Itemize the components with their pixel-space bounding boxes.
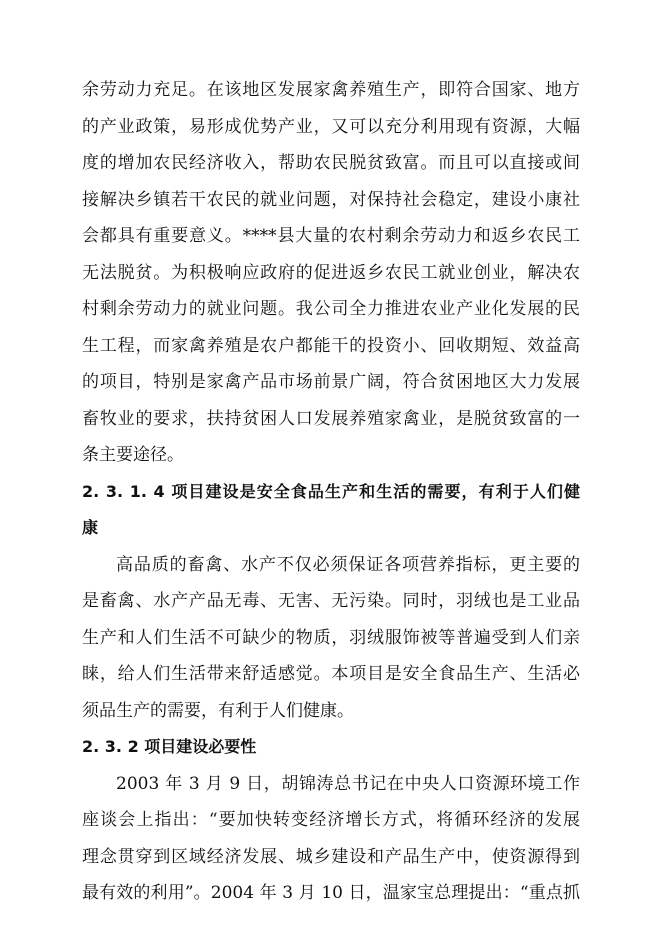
- paragraph-line: 理念贯穿到区域经济发展、城乡建设和产品生产中，使资源得到: [82, 846, 580, 867]
- paragraph-line: 会都具有重要意义。****县大量的农村剩余劳动力和返乡农民工: [82, 226, 580, 246]
- paragraph-line: 座谈会上指出：“要加快转变经济增长方式，将循环经济的发展: [82, 810, 580, 830]
- section-heading-2-3-2: 2. 3. 2 项目建设必要性: [82, 737, 257, 756]
- paragraph-line: 畜牧业的要求，扶持贫困人口发展养殖家禽业，是脱贫致富的一: [82, 408, 580, 429]
- paragraph-line: 须品生产的需要，有利于人们健康。: [82, 700, 354, 721]
- paragraph-line: 是畜禽、水产产品无毒、无害、无污染。同时，羽绒也是工业品: [82, 591, 580, 611]
- paragraph-line: 2003 年 3 月 9 日，胡锦涛总书记在中央人口资源环境工作: [116, 773, 580, 794]
- paragraph-line: 的产业政策，易形成优势产业，又可以充分利用现有资源，大幅: [82, 116, 580, 137]
- paragraph-line: 余劳动力充足。在该地区发展家禽养殖生产，即符合国家、地方: [82, 80, 580, 100]
- paragraph-line: 高品质的畜禽、水产不仅必须保证各项营养指标，更主要的: [116, 554, 580, 575]
- paragraph-line: 的项目，特别是家禽产品市场前景广阔，符合贫困地区大力发展: [82, 372, 580, 392]
- paragraph-line: 生工程，而家禽养殖是农户都能干的投资小、回收期短、效益高: [82, 335, 580, 356]
- paragraph-line: 生产和人们生活不可缺少的物质，羽绒服饰被等普遍受到人们亲: [82, 627, 580, 648]
- document-page: [82, 72, 580, 912]
- paragraph-line: 无法脱贫。为积极响应政府的促进返乡农民工就业创业，解决农: [82, 262, 580, 283]
- paragraph-line: 度的增加农民经济收入，帮助农民脱贫致富。而且可以直接或间: [82, 153, 580, 173]
- paragraph-line: 睐，给人们生活带来舒适感觉。本项目是安全食品生产、生活必: [82, 664, 580, 684]
- section-heading-2-3-1-4: 2. 3. 1. 4 项目建设是安全食品生产和生活的需要，有利于人们健: [82, 481, 580, 501]
- section-heading-2-3-1-4-continued: 康: [82, 518, 99, 537]
- paragraph-line: 接解决乡镇若干农民的就业问题，对保持社会稳定，建设小康社: [82, 189, 580, 210]
- paragraph-line: 村剩余劳动力的就业问题。我公司全力推进农业产业化发展的民: [82, 299, 580, 319]
- paragraph-line: 条主要途径。: [82, 445, 184, 465]
- paragraph-line: 最有效的利用”。2004 年 3 月 10 日，温家宝总理提出：“重点抓: [82, 883, 580, 903]
